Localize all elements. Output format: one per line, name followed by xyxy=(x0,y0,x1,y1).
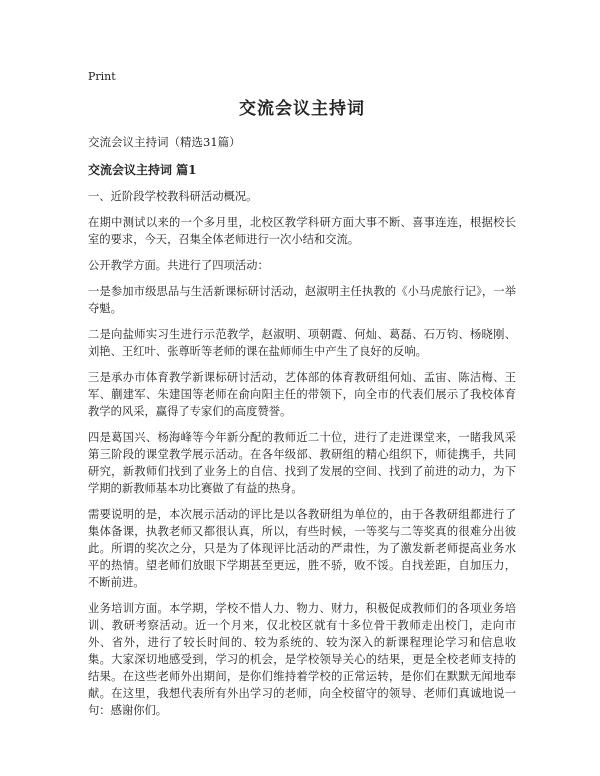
paragraph-intro: 在期中测试以来的一个多月里，北校区教学科研方面大事不断、喜事连连，根据校长室的要求，今天，召集全体老师进行一次小结和交流。 xyxy=(88,216,516,246)
paragraph-activity-three: 三是承办市体育教学新课标研讨活动，艺体部的体育教研组何灿、孟宙、陈洁梅、王军、蒯建军、朱建国等老师在俞向阳主任的带领下，向全市的代表们展示了我校体育教学的风采，赢得了专家们的高度赞誉。 xyxy=(88,371,516,418)
document-subtitle: 交流会议主持词（精选31篇） xyxy=(88,135,241,149)
paragraph-activity-four: 四是葛国兴、杨海峰等今年新分配的教师近二十位，进行了走进课堂来，一睹我风采第三阶段的课堂教学展示活动。在各年级部、教研组的精心组织下，师徒携手，共同研究，新教师们找到了业务上的自信、找到了发展的空间、找到了前进的动力，为下学期的新教师基本功比赛做了有益的热身。 xyxy=(88,431,516,495)
paragraph-activity-two: 二是向盐师实习生进行示范教学，赵淑明、项朝霞、何灿、葛磊、石万钧、杨晓刚、刘艳、王红叶、张尊昕等老师的课在盐师师生中产生了良好的反响。 xyxy=(88,328,516,358)
section-heading: 交流会议主持词 篇1 xyxy=(88,163,197,177)
page-title: 交流会议主持词 xyxy=(239,99,365,119)
print-link[interactable]: Print xyxy=(88,70,116,83)
paragraph-activity-one: 一是参加市级思品与生活新课标研讨活动，赵淑明主任执教的《小马虎旅行记》，一举夺魁。 xyxy=(88,285,516,315)
paragraph-explanation: 需要说明的是，本次展示活动的评比是以各教研组为单位的，由于各教研组都进行了集体备课，执教老师又都很认真，所以，有些时候，一等奖与二等奖真的很难分出彼此。所谓的奖次之分，只是为了体现评比活动的严肃性，为了激发新老师提高业务水平的热情。望老师们放眼下学期甚至更远，胜不骄，败不馁。自找差距，自加压力，不断前进。 xyxy=(88,508,516,589)
paragraph-overview-heading: 一、近阶段学校教科研活动概况。 xyxy=(88,190,258,203)
document-page xyxy=(88,70,516,728)
paragraph-training: 业务培训方面。本学期，学校不惜人力、物力、财力，积极促成教师们的各项业务培训、教研考察活动。近一个月来，仅北校区就有十多位骨干教师走出校门，走向市外、省外，进行了较长时间的、较为系统的、较为深入的新课程理论学习和信息收集。大家深切地感受到，学习的机会，是学校领导关心的结果，更是全校老师支持的结果。在这些老师外出期间，是你们维持着学校的正常运转，是你们在默默无闻地奉献。在这里，我想代表所有外出学习的老师，向全校留守的领导、老师们真诚地说一句：感谢你们。 xyxy=(88,602,516,717)
paragraph-open-teaching: 公开教学方面。共进行了四项活动： xyxy=(88,259,269,272)
